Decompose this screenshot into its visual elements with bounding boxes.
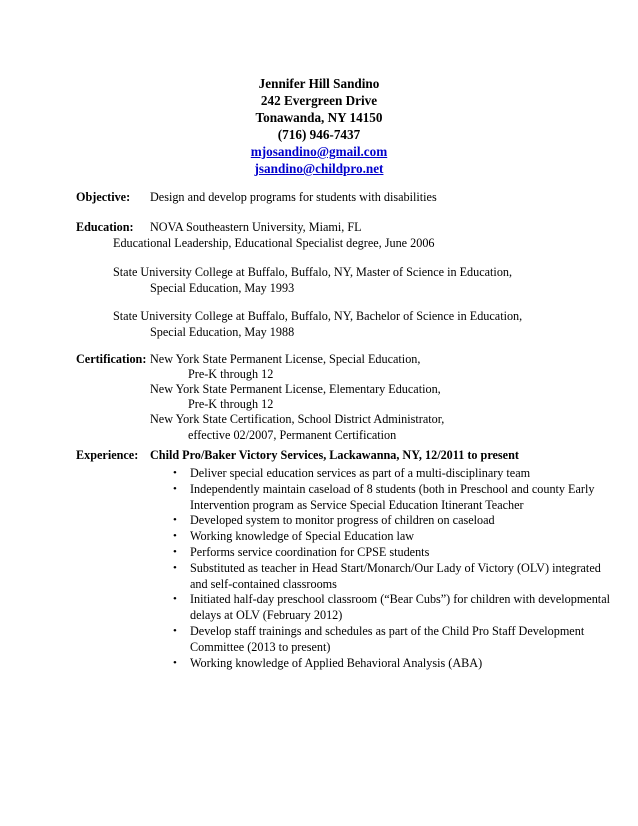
- bullet-icon: •: [173, 467, 177, 479]
- list-item: • Working knowledge of Special Education law: [173, 529, 415, 544]
- email-line-2: [0, 160, 638, 177]
- experience-bullet-list: [170, 466, 610, 671]
- certification-2-line-1: New York State Permanent License, Elementary Education,: [150, 382, 441, 396]
- bullet-icon: •: [173, 624, 177, 637]
- street-address: 242 Evergreen Drive: [260, 93, 378, 108]
- city-state-zip: Tonawanda, NY 14150: [255, 110, 383, 125]
- bullet-icon: •: [173, 545, 177, 558]
- education-entry-1-line-1: NOVA Southeastern University, Miami, FL: [150, 220, 362, 234]
- list-item: • Substituted as teacher in Head Start/Monarch/Our Lady of Victory (OLV) integrated and self-contained classrooms: [173, 560, 601, 591]
- certification-1-line-2: Pre-K through 12: [188, 367, 274, 381]
- bullet-icon: •: [173, 561, 177, 574]
- certification-3-line-2: effective 02/2007, Permanent Certification: [188, 428, 397, 442]
- certification-3-line-1: New York State Certification, School District Administrator,: [150, 412, 445, 426]
- bullet-icon: •: [173, 656, 177, 669]
- bullet-icon: •: [173, 530, 177, 543]
- education-entry-3-line-2: Special Education, May 1988: [150, 325, 295, 339]
- education-entry-1-line-2: Educational Leadership, Educational Specialist degree, June 2006: [113, 236, 435, 250]
- experience-label: Experience:: [76, 448, 139, 462]
- education-entry-3-line-1: State University College at Buffalo, Buffalo, NY, Bachelor of Science in Education,: [113, 309, 523, 323]
- education-entry-2-line-1: State University College at Buffalo, Buffalo, NY, Master of Science in Education,: [113, 265, 513, 279]
- list-item: • Independently maintain caseload of 8 students (both in Preschool and county Early Intervention program as Service Special Education Itinerant Teacher: [173, 481, 595, 512]
- email-line-1: [0, 143, 638, 160]
- list-item: • Develop staff trainings and schedules as part of the Child Pro Staff Development Committee (2013 to present): [173, 623, 585, 654]
- list-item: • Developed system to monitor progress of children on caseload: [173, 513, 495, 528]
- experience-employer: Child Pro/Baker Victory Services, Lackawanna, NY, 12/2011 to present: [150, 448, 519, 462]
- certification-1-line-1: New York State Permanent License, Special Education,: [150, 352, 421, 366]
- list-item: • Initiated half-day preschool classroom (“Bear Cubs”) for children with developmental delays at OLV (February 2012): [173, 592, 610, 623]
- bullet-icon: •: [173, 482, 177, 495]
- certification-2-line-2: Pre-K through 12: [188, 397, 274, 411]
- objective-label: Objective:: [76, 190, 131, 204]
- objective-text: Design and develop programs for students with disabilities: [150, 190, 437, 204]
- email-link-work[interactable]: jsandino@childpro.net: [254, 161, 384, 176]
- applicant-name: Jennifer Hill Sandino: [258, 76, 380, 91]
- bullet-icon: •: [173, 514, 177, 527]
- email-link-personal[interactable]: mjosandino@gmail.com: [250, 144, 388, 159]
- list-item: • Working knowledge of Applied Behavioral Analysis (ABA): [173, 655, 483, 670]
- list-item: • Performs service coordination for CPSE students: [173, 544, 430, 559]
- education-entry-2-line-2: Special Education, May 1993: [150, 281, 295, 295]
- certification-label: Certification:: [76, 352, 147, 366]
- bullet-icon: •: [173, 593, 177, 606]
- phone-number: (716) 946-7437: [277, 127, 361, 142]
- list-item: • Deliver special education services as part of a multi-disciplinary team: [173, 466, 531, 480]
- education-label: Education:: [76, 220, 134, 234]
